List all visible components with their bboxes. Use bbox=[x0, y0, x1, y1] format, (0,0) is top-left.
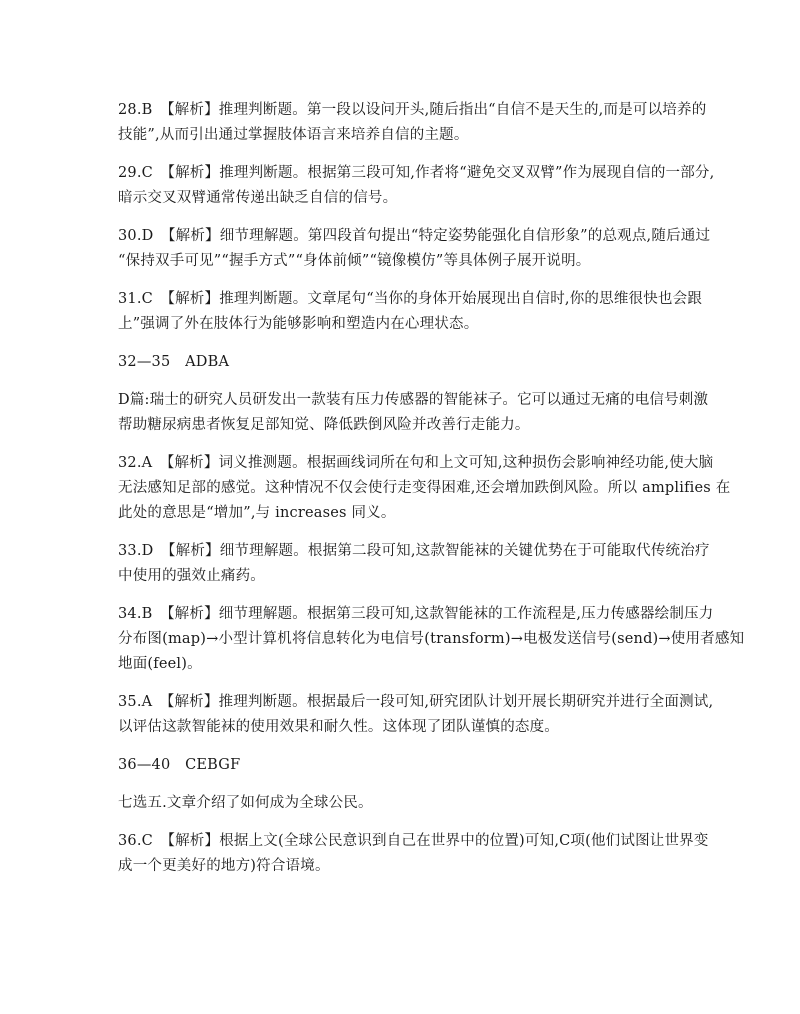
text-line: 中使用的强效止痛药。 bbox=[118, 568, 265, 584]
text-line: 28.B 【解析】推理判断题。第一段以设问开头,随后指出“自信不是天生的,而是可以培养的 bbox=[118, 102, 707, 118]
text-line: 29.C 【解析】推理判断题。根据第三段可知,作者将“避免交叉双臂”作为展现自信的一部分, bbox=[118, 165, 715, 181]
text-line: “保持双手可见”“握手方式”“身体前倾”“镜像模仿”等具体例子展开说明。 bbox=[118, 253, 591, 269]
answer-key-document bbox=[118, 98, 745, 879]
answer-summary-36-40 bbox=[118, 753, 692, 778]
answer-block-q31 bbox=[118, 287, 703, 337]
answer-block-q34 bbox=[118, 602, 745, 677]
text-line: 地面(feel)。 bbox=[118, 656, 202, 672]
answer-block-q29 bbox=[118, 161, 715, 211]
answer-block-q32 bbox=[118, 451, 731, 526]
answer-block-q33 bbox=[118, 539, 710, 589]
text-line: D篇:瑞士的研究人员研发出一款装有压力传感器的智能袜子。它可以通过无痛的电信号刺激 bbox=[118, 392, 709, 408]
text-line: 以评估这款智能袜的使用效果和耐久性。这体现了团队谨慎的态度。 bbox=[118, 719, 559, 735]
answer-block-q30 bbox=[118, 224, 711, 274]
text-line: 30.D 【解析】细节理解题。第四段首句提出“特定姿势能强化自信形象”的总观点,随后通过 bbox=[118, 228, 711, 244]
text-line: 35.A 【解析】推理判断题。根据最后一段可知,研究团队计划开展长期研究并进行全面测试, bbox=[118, 694, 714, 710]
text-line: 32.A 【解析】词义推测题。根据画线词所在句和上文可知,这种损伤会影响神经功能,使大脑 bbox=[118, 455, 714, 471]
text-line: 36—40 CEBGF bbox=[118, 757, 241, 773]
answer-block-q35 bbox=[118, 690, 714, 740]
text-line: 无法感知足部的感觉。这种情况不仅会使行走变得困难,还会增加跌倒风险。所以 amplifies 在 bbox=[118, 480, 731, 496]
text-line: 分布图(map)→小型计算机将信息转化为电信号(transform)→电极发送信号(send)→使用者感知 bbox=[118, 631, 745, 647]
text-line: 帮助糖尿病患者恢复足部知觉、降低跌倒风险并改善行走能力。 bbox=[118, 417, 530, 433]
text-line: 32—35 ADBA bbox=[118, 354, 230, 370]
text-line: 36.C 【解析】根据上文(全球公民意识到自己在世界中的位置)可知,C项(他们试图让世界变 bbox=[118, 833, 709, 849]
answer-block-q36 bbox=[118, 829, 709, 879]
text-line: 33.D 【解析】细节理解题。根据第二段可知,这款智能袜的关键优势在于可能取代传统治疗 bbox=[118, 543, 710, 559]
text-line: 暗示交叉双臂通常传递出缺乏自信的信号。 bbox=[118, 190, 398, 206]
passage-d-summary bbox=[118, 388, 709, 438]
answer-block-q28 bbox=[118, 98, 707, 148]
text-line: 技能”,从而引出通过掌握肢体语言来培养自信的主题。 bbox=[118, 127, 469, 143]
text-line: 七选五.文章介绍了如何成为全球公民。 bbox=[118, 795, 373, 811]
text-line: 上”强调了外在肢体行为能够影响和塑造内在心理状态。 bbox=[118, 316, 479, 332]
answer-summary-32-35 bbox=[118, 350, 692, 375]
text-line: 此处的意思是“增加”,与 increases 同义。 bbox=[118, 505, 396, 521]
text-line: 成一个更美好的地方)符合语境。 bbox=[118, 858, 330, 874]
text-line: 34.B 【解析】细节理解题。根据第三段可知,这款智能袜的工作流程是,压力传感器绘制压力 bbox=[118, 606, 714, 622]
text-line: 31.C 【解析】推理判断题。文章尾句“当你的身体开始展现出自信时,你的思维很快也会跟 bbox=[118, 291, 703, 307]
section-seven-summary bbox=[118, 791, 692, 816]
